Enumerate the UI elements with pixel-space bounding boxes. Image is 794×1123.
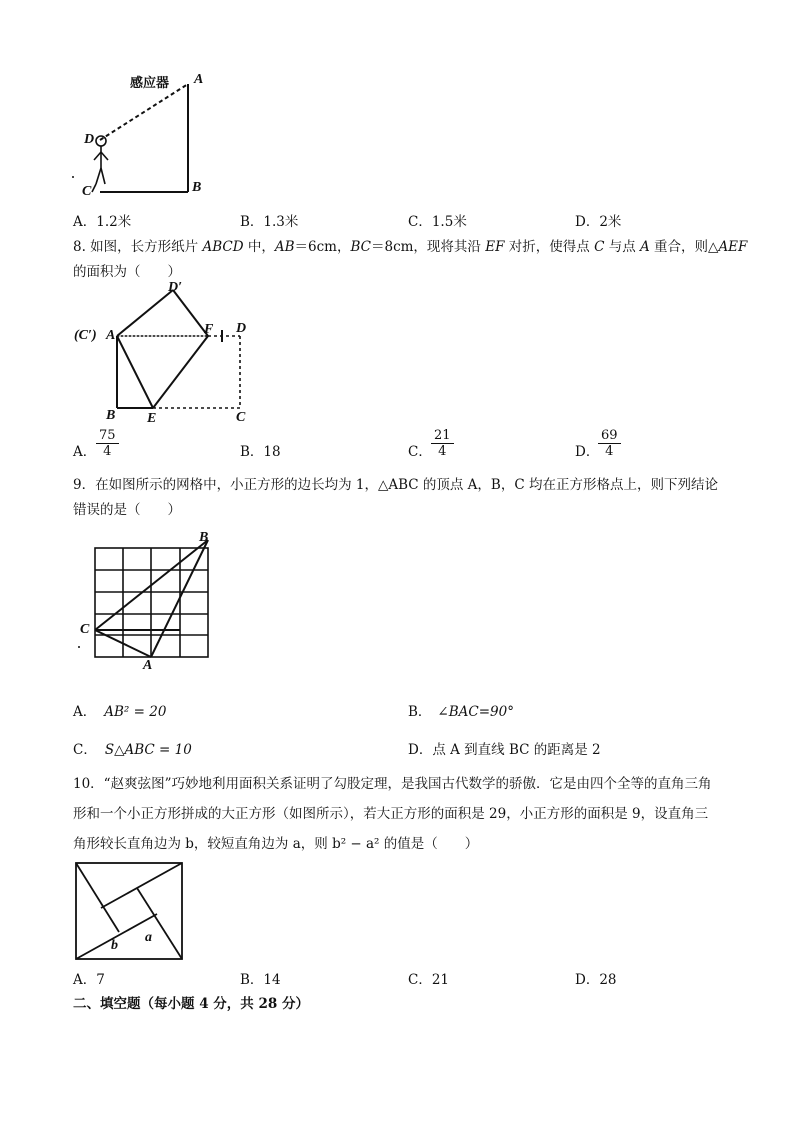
q8-option-c: C． xyxy=(408,444,432,460)
q8-option-c-fraction: $\frac{21}{4}$ xyxy=(431,428,454,459)
q10-option-d: D．28 xyxy=(575,972,617,988)
q8-question-line1: 8. 如图，长方形纸片 ABCD 中，AB＝6cm，BC＝8cm，现将其沿 EF 对折，使得点 C 与点 A 重合，则△AEF xyxy=(73,239,748,255)
q9-figure xyxy=(75,530,225,680)
q8-option-b: B．18 xyxy=(240,444,281,460)
section-2-heading: 二、填空题（每小题 4 分，共 28 分） xyxy=(73,996,309,1012)
q8-option-d: D． xyxy=(575,444,600,460)
q7-option-b: B．1.3米 xyxy=(240,214,299,230)
q10-question-line2: 形和一个小正方形拼成的大正方形（如图所示），若大正方形的面积是 29，小正方形的面积是 9，设直角三 xyxy=(73,806,709,822)
q10-label-a: a xyxy=(145,930,152,945)
q10-question-line1: 10．“赵爽弦图”巧妙地利用面积关系证明了勾股定理，是我国古代数学的骄傲．它是由四个全等的直角三角 xyxy=(73,776,712,792)
q7-label-A: A xyxy=(194,72,204,87)
q7-label-B: B xyxy=(192,180,202,195)
q9-label-A: A xyxy=(143,658,153,673)
q8-label-B: B xyxy=(106,408,116,423)
q7-label-D: D xyxy=(84,132,95,147)
q9-question-line2: 错误的是（ ） xyxy=(73,502,181,518)
q7-figure xyxy=(70,68,220,203)
q9-option-d: D．点 A 到直线 BC 的距离是 2 xyxy=(408,742,601,758)
q8-label-A: A xyxy=(106,328,116,343)
q7-label-C: C xyxy=(82,184,92,199)
zhao-shuang-diagram xyxy=(73,860,185,962)
q9-question-line1: 9．在如图所示的网格中，小正方形的边长均为 1，△ABC 的顶点 A，B，C 均在正方形格点上，则下列结论 xyxy=(73,477,718,493)
q7-option-a: A．1.2米 xyxy=(73,214,132,230)
q8-diagram xyxy=(70,280,260,430)
q8-label-Cprime: (C′) xyxy=(74,328,97,343)
q9-option-c: C． S△ABC = 10 xyxy=(73,742,192,758)
q8-label-Dprime: D′ xyxy=(168,280,183,295)
q10-label-b: b xyxy=(111,938,118,953)
q9-label-B: B xyxy=(199,530,209,545)
sensor-label: 感应器 xyxy=(130,76,170,91)
q7-option-d: D．2米 xyxy=(575,214,622,230)
q8-label-F: F xyxy=(204,322,214,337)
q8-option-a: A． xyxy=(73,444,97,460)
q9-label-C: C xyxy=(80,622,90,637)
q9-option-b: B． ∠BAC=90° xyxy=(408,704,514,720)
q8-figure xyxy=(70,280,260,430)
q10-option-c: C．21 xyxy=(408,972,450,988)
person-icon xyxy=(92,136,108,192)
q10-option-b: B．14 xyxy=(240,972,281,988)
q8-option-a-fraction: $\frac{75}{4}$ xyxy=(96,428,119,459)
q8-label-C: C xyxy=(236,410,246,425)
q10-figure xyxy=(73,860,185,962)
q7-segment-DA xyxy=(100,84,188,140)
q8-label-E: E xyxy=(147,411,157,426)
q8-question-line2: 的面积为（ ） xyxy=(73,264,181,280)
q9-option-a: A． AB² = 20 xyxy=(73,704,167,720)
q7-option-c: C．1.5米 xyxy=(408,214,467,230)
grid-lines xyxy=(95,548,208,657)
q10-option-a: A．7 xyxy=(73,972,105,988)
q8-option-d-fraction: $\frac{69}{4}$ xyxy=(598,428,621,459)
q8-label-D: D xyxy=(236,321,247,336)
q10-question-line3: 角形较长直角边为 b，较短直角边为 a，则 b² − a² 的值是（ ） xyxy=(73,836,479,852)
